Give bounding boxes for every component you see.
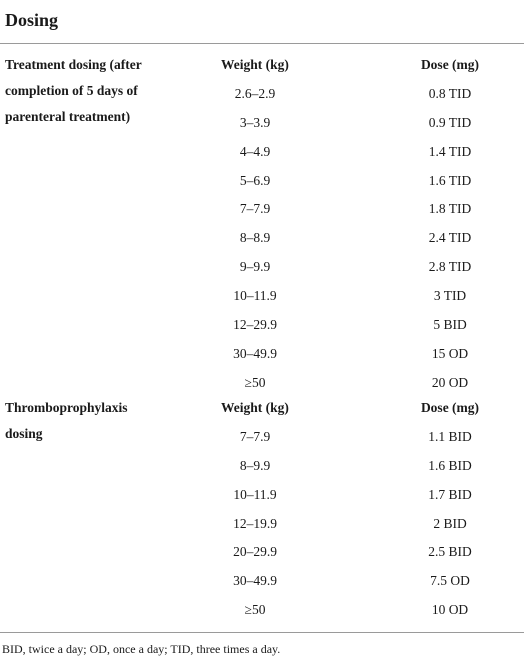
weight-cell: 5–6.9 [239,172,271,188]
table-header-row [0,395,524,424]
weight-cell: 8–9.9 [239,457,271,473]
table-row [0,225,524,254]
dose-cell: 1.6 TID [428,172,472,188]
table-row [0,482,524,511]
dose-cell: 1.8 TID [428,201,472,217]
section-label-line: dosing [5,426,43,441]
table-row [0,283,524,312]
top-rule [0,43,524,44]
table-row [0,139,524,168]
dose-column-header: Dose (mg) [420,57,480,72]
weight-cell: 10–11.9 [233,486,277,502]
section-label-line: Thromboprophylaxis [5,400,128,415]
weight-column-header: Weight (kg) [221,57,289,72]
table-row [0,341,524,370]
dose-cell: 15 OD [431,345,469,361]
weight-cell: 7–7.9 [239,428,271,444]
thromboprophylaxis-dosing-rows [0,395,524,626]
table-row [0,81,524,110]
dose-cell: 2.5 BID [428,544,472,560]
dose-cell: 2.8 TID [428,259,472,275]
dose-cell: 1.1 BID [428,428,472,444]
table-row [0,511,524,540]
weight-column-header: Weight (kg) [221,400,289,415]
dose-cell: 0.9 TID [428,114,472,130]
table-title: Dosing [5,10,59,30]
dose-cell: 0.8 TID [428,85,472,101]
dose-column-header: Dose (mg) [420,400,480,415]
dose-cell: 2.4 TID [428,230,472,246]
section-label-line: Treatment dosing (after [5,57,142,72]
dose-cell: 10 OD [431,602,469,618]
weight-cell: 3–3.9 [239,114,271,130]
table-footnote: BID, twice a day; OD, once a day; TID, three times a day. [2,642,281,656]
dose-cell: 1.6 BID [428,457,472,473]
weight-cell: 2.6–2.9 [234,85,276,101]
weight-cell: 4–4.9 [239,143,271,159]
table-row [0,568,524,597]
dose-cell: 5 BID [433,317,467,333]
table-row [0,110,524,139]
section-label-line: parenteral treatment) [5,109,131,124]
weight-cell: ≥50 [244,374,266,390]
bottom-rule [0,632,524,633]
dose-cell: 2 BID [433,515,467,531]
weight-cell: 20–29.9 [233,544,277,560]
dose-cell: 7.5 OD [430,573,470,589]
table-row [0,168,524,197]
dose-cell: 3 TID [433,288,467,304]
table-row [0,597,524,626]
weight-cell: 8–8.9 [239,230,271,246]
table-row [0,196,524,225]
weight-cell: 9–9.9 [239,259,271,275]
table-header-row [0,52,524,81]
table-row [0,254,524,283]
weight-cell: 12–19.9 [233,515,277,531]
treatment-dosing-rows [0,52,524,399]
table-row [0,424,524,453]
weight-cell: 7–7.9 [239,201,271,217]
weight-cell: ≥50 [244,602,266,618]
dose-cell: 1.4 TID [428,143,472,159]
weight-cell: 12–29.9 [233,317,277,333]
weight-cell: 30–49.9 [233,345,277,361]
table-row [0,312,524,341]
table-row [0,539,524,568]
weight-cell: 10–11.9 [233,288,277,304]
table-title-band [0,0,524,44]
dose-cell: 1.7 BID [428,486,472,502]
weight-cell: 30–49.9 [233,573,277,589]
section-label-line: completion of 5 days of [5,83,138,98]
dose-cell: 20 OD [431,374,469,390]
table-row [0,453,524,482]
